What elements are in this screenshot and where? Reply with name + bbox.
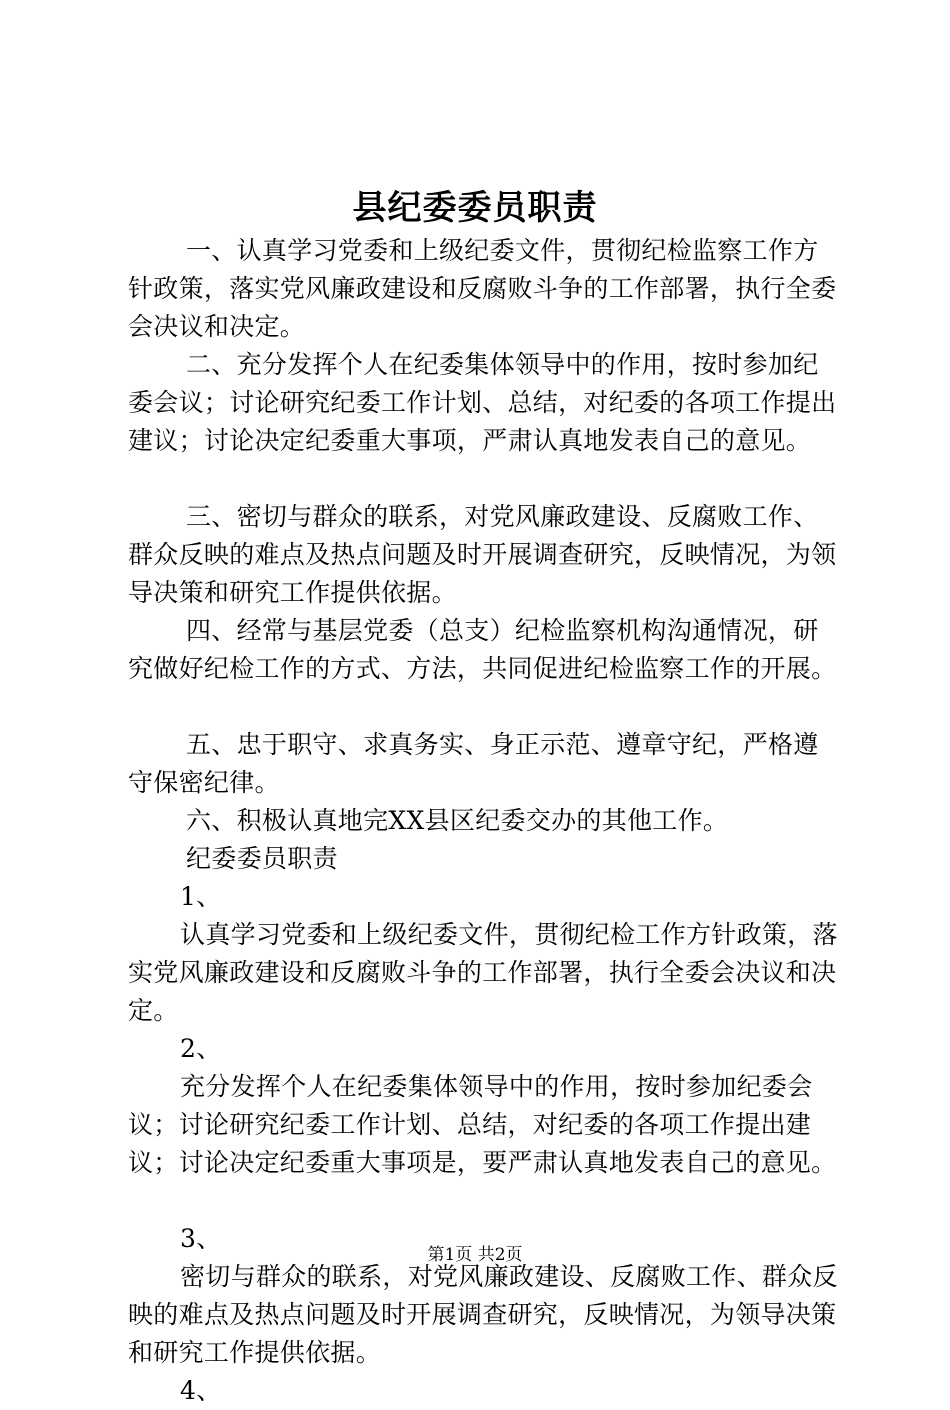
paragraph-duty-1: 一、认真学习党委和上级纪委文件，贯彻纪检监察工作方针政策，落实党风廉政建设和反腐败斗争的工作部署，执行全委会决议和决定。 (128, 236, 837, 341)
paragraph-gap (128, 1182, 838, 1220)
item-text-2: 充分发挥个人在纪委集体领导中的作用，按时参加纪委会议；讨论研究纪委工作计划、总结，对纪委的各项工作提出建议；讨论决定纪委重大事项是，要严肃认真地发表自己的意见。 (128, 1072, 837, 1177)
item-number-3: 3、 (180, 1224, 222, 1253)
page-footer: 第1页 共2页 (427, 1245, 523, 1265)
paragraph-duty-6: 六、积极认真地完XX县区纪委交办的其他工作。 (186, 806, 729, 835)
paragraph-gap (128, 688, 838, 726)
paragraph-gap (128, 460, 838, 498)
paragraph-duty-2: 二、充分发挥个人在纪委集体领导中的作用，按时参加纪委会议；讨论研究纪委工作计划、总结，对纪委的各项工作提出建议；讨论决定纪委重大事项，严肃认真地发表自己的意见。 (128, 350, 837, 455)
paragraph-duty-3: 三、密切与群众的联系，对党风廉政建设、反腐败工作、群众反映的难点及热点问题及时开展调查研究，反映情况，为领导决策和研究工作提供依据。 (128, 502, 837, 607)
paragraph-duty-4: 四、经常与基层党委（总支）纪检监察机构沟通情况，研究做好纪检工作的方式、方法，共同促进纪检监察工作的开展。 (128, 616, 837, 683)
item-number-1: 1、 (180, 882, 222, 911)
paragraph-duty-5: 五、忠于职守、求真务实、身正示范、遵章守纪，严格遵守保密纪律。 (128, 730, 819, 797)
item-number-4: 4、 (180, 1376, 222, 1405)
document-body (128, 232, 838, 1410)
item-number-2: 2、 (180, 1034, 222, 1063)
item-text-1: 认真学习党委和上级纪委文件，贯彻纪检工作方针政策，落实党风廉政建设和反腐败斗争的工作部署，执行全委会决议和决定。 (128, 920, 838, 1025)
section-subtitle: 纪委委员职责 (186, 844, 338, 873)
item-text-3: 密切与群众的联系，对党风廉政建设、反腐败工作、群众反映的难点及热点问题及时开展调查研究，反映情况，为领导决策和研究工作提供依据。 (128, 1262, 838, 1367)
document-title: 县纪委委员职责 (352, 188, 598, 228)
